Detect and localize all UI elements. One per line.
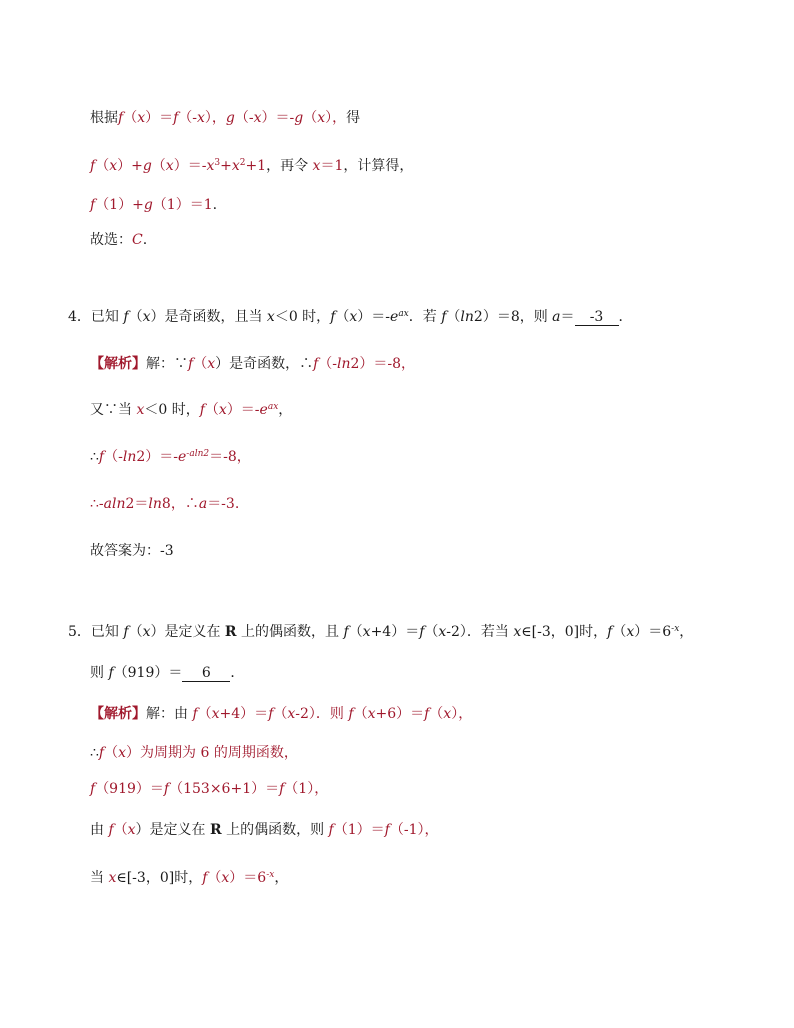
math-x: x	[207, 356, 216, 372]
math-x: x	[312, 158, 321, 174]
text: （	[193, 356, 208, 372]
math-x: x	[136, 402, 145, 418]
text: ），	[325, 110, 347, 126]
text: ．	[230, 665, 245, 681]
q5-solution-line-4	[90, 820, 438, 840]
text: （1）＝1	[152, 197, 213, 213]
math-f: f	[98, 449, 105, 465]
math-x: x	[142, 309, 151, 325]
text: ）是奇函数，∴	[215, 356, 314, 372]
text: （-	[178, 110, 198, 126]
text: （	[151, 158, 166, 174]
text: ＝-3.	[207, 496, 240, 512]
text: 解：由	[146, 706, 193, 722]
math-f: f	[313, 356, 319, 372]
math-x: x	[218, 402, 227, 418]
text: （	[128, 309, 143, 325]
therefore-symbol: ∴-	[90, 496, 104, 512]
math-f: f	[330, 309, 336, 325]
text: .	[142, 232, 148, 248]
answer-value: 6	[201, 665, 211, 681]
analysis-tag: 【解析】	[90, 356, 146, 372]
math-x: x	[362, 624, 371, 640]
text: （919）＝	[113, 665, 183, 681]
answer-blank	[575, 309, 619, 326]
math-e: e	[177, 449, 187, 465]
text: （919）＝	[95, 781, 164, 797]
text: ）＝-	[357, 309, 391, 325]
text: ，计算得，	[343, 158, 414, 174]
math-f: f	[199, 402, 205, 418]
math-e: e	[259, 402, 268, 418]
math-ln: ln	[148, 496, 162, 512]
math-x: x	[127, 822, 136, 838]
text: （-1），	[389, 822, 439, 838]
math-f: f	[123, 309, 129, 325]
math-f: f	[441, 309, 447, 325]
text: -2）．则	[295, 706, 349, 722]
math-x: x	[221, 870, 230, 886]
text: ，	[278, 402, 293, 418]
exponent: 3	[214, 158, 221, 168]
text: 又∵当	[90, 402, 137, 418]
exponent: -x	[266, 870, 275, 880]
math-x: x	[287, 706, 296, 722]
text: 由	[90, 822, 109, 838]
math-f: f	[98, 745, 105, 761]
math-x: x	[513, 624, 522, 640]
question-5-stem-line-2	[90, 663, 244, 683]
q4-solution-line-2	[90, 400, 292, 420]
text: （-	[234, 110, 254, 126]
text: （	[446, 309, 461, 325]
text: （	[424, 624, 439, 640]
text: （	[273, 706, 288, 722]
text: -2）．若当	[446, 624, 514, 640]
q5-solution-line-5	[90, 868, 288, 888]
q4-solution-line-3	[90, 447, 251, 467]
math-a: a	[198, 496, 208, 512]
text: 2）＝8，则	[473, 309, 553, 325]
text: 解：∵	[146, 356, 188, 372]
text: ），	[204, 110, 226, 126]
math-f: f	[108, 822, 114, 838]
text: （1）+	[95, 197, 144, 213]
math-a: a	[552, 309, 561, 325]
math-ln: ln	[337, 356, 351, 372]
text: ）是定义在	[150, 624, 225, 640]
math-x: x	[349, 309, 358, 325]
text: ．若	[408, 309, 442, 325]
math-f: f	[279, 781, 285, 797]
text: 8，∴	[161, 496, 199, 512]
exponent: ax	[267, 402, 279, 412]
answer-blank	[182, 665, 230, 682]
text: 上的偶函数，则	[221, 822, 329, 838]
math-aln: aln	[103, 496, 126, 512]
math-f: f	[419, 624, 425, 640]
solution-line-4	[90, 230, 147, 250]
text: （	[429, 706, 444, 722]
math-x: x	[443, 706, 452, 722]
math-x: x	[109, 158, 118, 174]
text: ＜0 时，	[144, 402, 200, 418]
text: 当	[90, 870, 109, 886]
math-ln: ln	[122, 449, 137, 465]
text: ）＝-	[173, 158, 207, 174]
math-f: f	[173, 110, 179, 126]
text: ），	[451, 706, 473, 722]
text: ＝-8，	[209, 449, 251, 465]
text: （153×6+1）＝	[169, 781, 280, 797]
solution-line-3	[90, 195, 217, 215]
math-x: x	[142, 624, 151, 640]
math-R: R	[224, 624, 237, 640]
text: （-	[318, 356, 338, 372]
math-f: f	[163, 781, 170, 797]
solution-line-2	[90, 156, 413, 176]
text: （	[128, 624, 143, 640]
math-f: f	[607, 624, 613, 640]
exponent: ax	[398, 309, 409, 319]
question-number: 4．	[68, 309, 91, 325]
math-f: f	[424, 706, 430, 722]
text: （-	[104, 449, 123, 465]
text: ＝	[560, 309, 575, 325]
math-ln: ln	[460, 309, 474, 325]
text: ）＝-	[261, 110, 295, 126]
therefore-symbol: ∴	[90, 745, 99, 761]
text: ，	[274, 870, 289, 886]
math-f: f	[108, 665, 114, 681]
math-x: x	[266, 309, 275, 325]
math-g: g	[225, 110, 235, 126]
text: （	[197, 706, 212, 722]
text: （	[303, 110, 318, 126]
math-f: f	[118, 110, 124, 126]
text: +1	[245, 158, 267, 174]
text: （	[353, 706, 368, 722]
text: ∈[-3，0]时，	[116, 870, 203, 886]
text: +6）＝	[375, 706, 425, 722]
text: ）是定义在	[135, 822, 210, 838]
text: （1）＝	[333, 822, 385, 838]
q5-solution-line-1	[90, 704, 472, 724]
text: ，	[679, 624, 694, 640]
math-x: x	[253, 110, 262, 126]
text: （	[348, 624, 363, 640]
text: ）是奇函数，且当	[150, 309, 267, 325]
math-f: f	[202, 870, 208, 886]
text: +	[220, 158, 232, 174]
math-x: x	[108, 870, 117, 886]
math-x: x	[137, 110, 146, 126]
text: ）＝-	[226, 402, 260, 418]
text: ）＝6	[229, 870, 267, 886]
q4-solution-line-4	[90, 494, 239, 514]
math-g: g	[142, 158, 152, 174]
text: 已知	[90, 309, 124, 325]
exponent: -x	[671, 624, 680, 634]
math-f: f	[123, 624, 129, 640]
text: 得	[346, 110, 361, 126]
question-4-stem	[68, 307, 633, 327]
analysis-tag: 【解析】	[90, 706, 146, 722]
math-x: x	[367, 706, 376, 722]
math-R: R	[210, 822, 222, 838]
text: .	[212, 197, 218, 213]
text: +4）＝	[370, 624, 420, 640]
text: ＝1	[320, 158, 344, 174]
math-e: e	[390, 309, 399, 325]
text: ∈[-3，0]时，	[521, 624, 608, 640]
text: ）+	[117, 158, 143, 174]
math-f: f	[90, 197, 96, 213]
text: +4）＝	[219, 706, 269, 722]
text: 上的偶函数，且	[236, 624, 344, 640]
text: 故答案为：-3	[90, 543, 174, 559]
math-f: f	[384, 822, 390, 838]
text: 根据	[90, 110, 118, 126]
math-x: x	[206, 158, 215, 174]
answer-choice: C	[132, 232, 143, 248]
text: （	[204, 402, 219, 418]
math-x: x	[231, 158, 240, 174]
math-f: f	[268, 706, 274, 722]
text: ）＝6	[634, 624, 672, 640]
q5-solution-line-2	[90, 743, 298, 763]
math-x: x	[438, 624, 447, 640]
text: 2）＝-	[136, 449, 178, 465]
math-x: x	[197, 110, 205, 126]
text: （1），	[284, 781, 329, 797]
q5-solution-line-3	[90, 779, 328, 799]
text: （	[95, 158, 110, 174]
text: （	[612, 624, 627, 640]
exponent: 2	[239, 158, 246, 168]
math-x: x	[626, 624, 635, 640]
math-f: f	[90, 781, 96, 797]
math-f: f	[188, 356, 194, 372]
answer-value: -3	[589, 309, 604, 325]
solution-line-1	[90, 108, 360, 128]
math-x: x	[165, 158, 174, 174]
text: ＜0 时，	[274, 309, 331, 325]
text: 已知	[90, 624, 124, 640]
math-g: g	[294, 110, 304, 126]
math-x: x	[118, 745, 127, 761]
text: 2＝	[125, 496, 149, 512]
text: ．	[618, 309, 633, 325]
math-f: f	[328, 822, 334, 838]
question-5-stem-line-1	[68, 622, 693, 642]
text: ）为周期为 6 的周期函数，	[126, 745, 298, 761]
text: 2）＝-8，	[350, 356, 416, 372]
q4-final-answer	[90, 541, 174, 561]
text: （	[104, 745, 119, 761]
text: （	[123, 110, 138, 126]
math-g: g	[143, 197, 153, 213]
math-f: f	[348, 706, 354, 722]
question-number: 5．	[68, 624, 91, 640]
math-x: x	[317, 110, 326, 126]
math-f: f	[343, 624, 349, 640]
math-x: x	[211, 706, 220, 722]
exponent: -aln2	[186, 449, 210, 459]
text: ）＝	[145, 110, 174, 126]
therefore-symbol: ∴	[90, 449, 99, 465]
text: 则	[90, 665, 109, 681]
math-f: f	[90, 158, 96, 174]
math-f: f	[192, 706, 198, 722]
text: （	[335, 309, 350, 325]
text: （	[207, 870, 222, 886]
text: （	[113, 822, 128, 838]
q4-solution-line-1	[90, 354, 415, 374]
text: ，再令	[266, 158, 313, 174]
text: 故选：	[90, 232, 132, 248]
